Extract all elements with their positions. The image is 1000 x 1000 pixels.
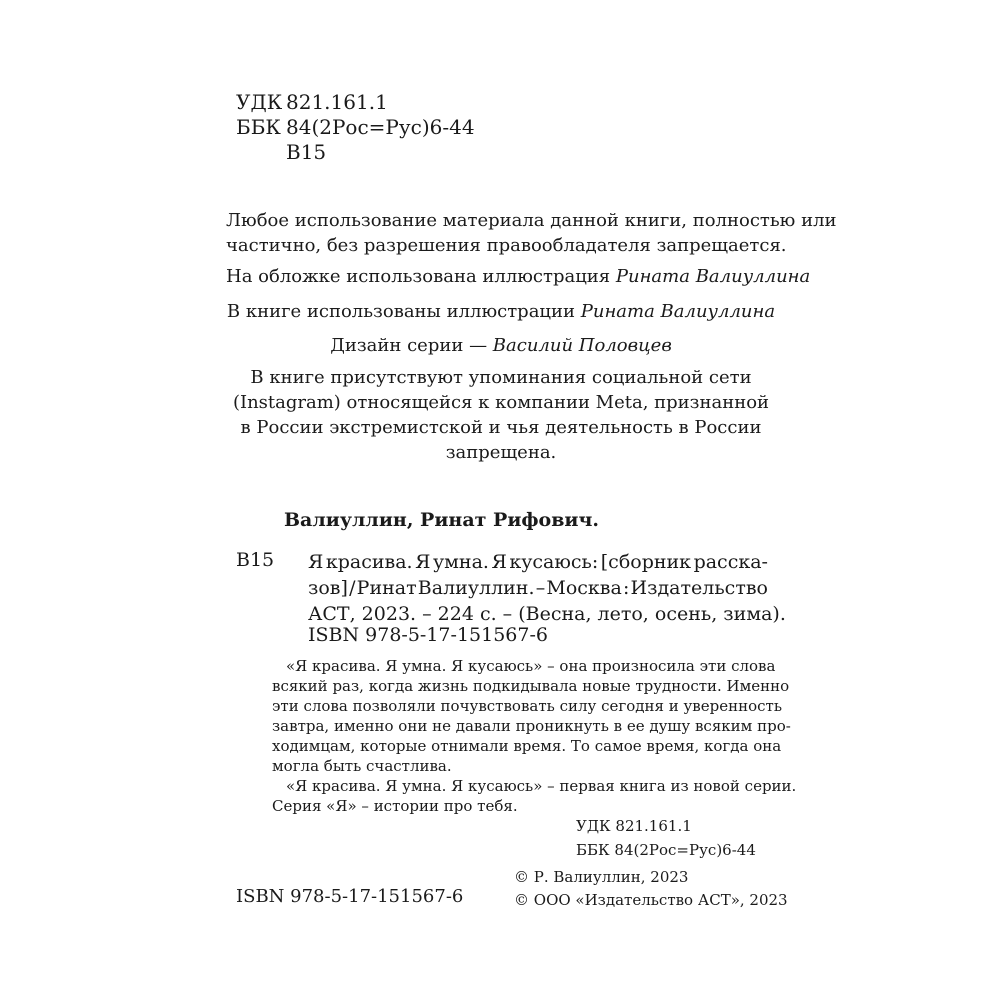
design-name: Василий Половцев: [492, 335, 672, 356]
rights-line-1: Любое использование материала данной книги, полностью или: [226, 210, 837, 231]
design-prefix: Дизайн серии —: [330, 335, 493, 356]
bib-word: Я: [415, 551, 431, 573]
annotation-line: «Я красива. Я умна. Я кусаюсь» – она произносила эти слова: [286, 657, 776, 675]
series-design-notice: [226, 333, 776, 358]
bbk-value: 84(2Рос=Рус)6-44: [286, 115, 475, 139]
inner-artist: Рината Валиуллина: [580, 301, 776, 322]
meta-line-4: запрещена.: [445, 442, 557, 463]
bib-line-2: [308, 575, 768, 601]
bib-word: :: [622, 577, 630, 599]
bib-word: Издательство: [630, 577, 768, 599]
bib-description: [308, 549, 786, 627]
copyright-publisher: © ООО «Издательство АСТ», 2023: [514, 891, 788, 909]
cover-prefix: На обложке использована иллюстрация: [226, 266, 616, 287]
series-tagline: Серия «Я» – истории про тебя.: [272, 797, 518, 815]
bib-sign: В15: [236, 549, 275, 571]
cover-artist: Рината Валиуллина: [615, 266, 811, 287]
bib-word: зов]: [308, 577, 348, 599]
bib-word: Валиуллин.: [417, 577, 535, 599]
author-sign-top: В15: [286, 140, 327, 164]
bbk-label: ББК: [236, 115, 281, 139]
udk-label: УДК: [236, 90, 283, 114]
footer-isbn: ISBN 978-5-17-151567-6: [236, 886, 464, 907]
rights-line-2: частично, без разрешения правообладателя запрещается.: [226, 235, 787, 256]
inner-illustration-notice: [226, 299, 776, 324]
bib-line-3: АСТ, 2023. – 224 с. – (Весна, лето, осень, зима).: [308, 603, 786, 625]
annotation-line: ходимцам, которые отнимали время. То самое время, когда она: [272, 737, 782, 755]
rights-notice: [226, 208, 837, 258]
footer-bbk: ББК 84(2Рос=Рус)6-44: [576, 841, 756, 859]
cover-illustration-notice: [226, 264, 811, 289]
annotation-line: завтра, именно они не давали проникнуть в ее душу всяким про-: [272, 717, 791, 735]
copyright-author: © Р. Валиуллин, 2023: [514, 868, 689, 886]
bib-word: Москва: [546, 577, 622, 599]
meta-line-1: В книге присутствуют упоминания социальной сети: [250, 367, 752, 388]
bib-word: Я: [308, 551, 324, 573]
bib-word: красива.: [325, 551, 413, 573]
annotation-line: всякий раз, когда жизнь подкидывала новые трудности. Именно: [272, 677, 790, 695]
bib-word: кусаюсь:: [509, 551, 599, 573]
bib-word: Я: [491, 551, 507, 573]
inner-prefix: В книге использованы иллюстрации: [226, 301, 581, 322]
bib-isbn: ISBN 978-5-17-151567-6: [308, 624, 548, 646]
bib-word: /: [349, 577, 356, 599]
annotation: [272, 656, 797, 796]
udk-value: 821.161.1: [286, 90, 388, 114]
bib-line-1: [308, 549, 768, 575]
bib-word: умна.: [432, 551, 489, 573]
meta-line-3: в России экстремистской и чья деятельность в России: [240, 417, 762, 438]
bib-word: [сборник: [600, 551, 692, 573]
bib-author: Валиуллин, Ринат Рифович.: [284, 509, 600, 531]
bib-word: –: [535, 577, 546, 599]
meta-line-2: (Instagram) относящейся к компании Meta, признанной: [232, 392, 770, 413]
bib-word: Ринат: [356, 577, 417, 599]
annotation-line: эти слова позволяли почувствовать силу сегодня и уверенность: [272, 697, 782, 715]
footer-udk: УДК 821.161.1: [576, 817, 692, 835]
annotation-line: могла быть счастлива.: [272, 757, 452, 775]
meta-notice: [226, 365, 776, 465]
bib-word: расска-: [693, 551, 768, 573]
annotation-line: «Я красива. Я умна. Я кусаюсь» – первая книга из новой серии.: [286, 777, 797, 795]
